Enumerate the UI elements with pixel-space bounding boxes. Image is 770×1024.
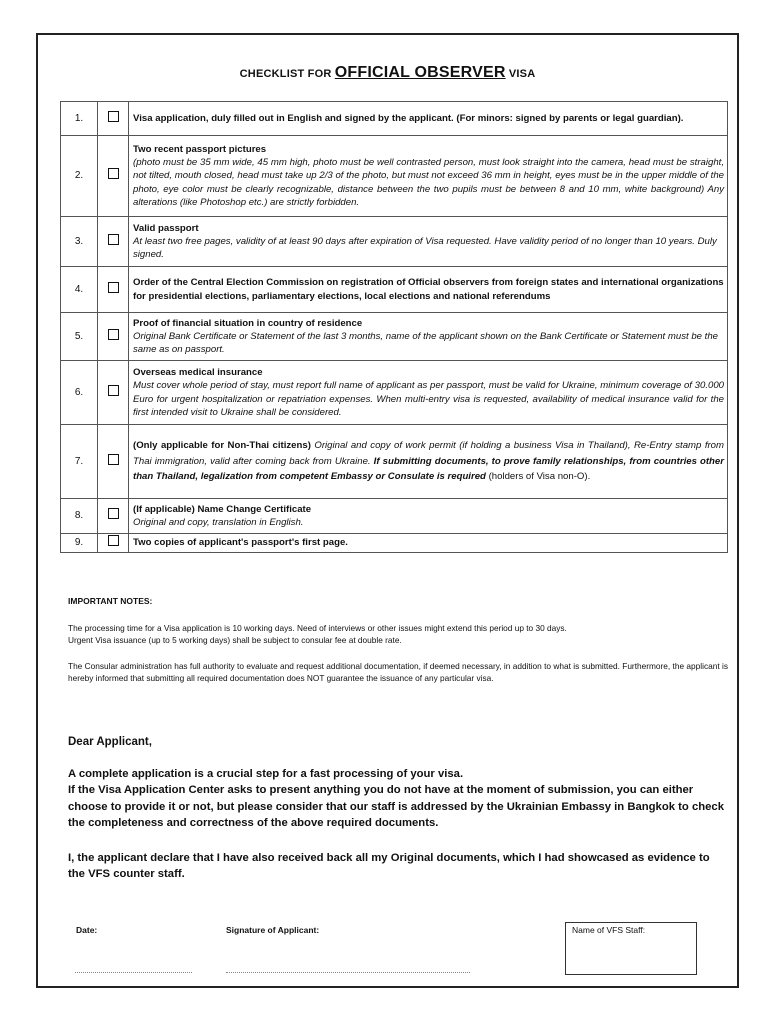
row-detail: Must cover whole period of stay, must report full name of applicant as per passport, must be valid for Ukraine, minimum coverage of 30.000 Euro for urgent hospitalization or repatriation expenses. When multi-entry visa is requested, availability of medical insurance valid for the first intended visit to Ukraine shall be considered. [133, 380, 724, 418]
row-heading: Order of the Central Election Commission on registration of Official observers from foreign states and international organizations for presidential elections, parliamentary elections, local elections and national referendums [129, 267, 728, 313]
signature-label: Signature of Applicant: [226, 925, 320, 935]
row-heading: Proof of financial situation in country of residence [133, 317, 363, 329]
row-detail: Original and copy, translation in English. [133, 517, 304, 528]
row-number: 9. [61, 534, 98, 553]
notes-consular: The Consular administration has full authority to evaluate and request additional documentation, if deemed necessary, in addition to what is submitted. Furthermore, the applicant is hereby informed that submitting all required documentation does NOT guarantee the issuance of any particular visa. [68, 661, 728, 684]
checkbox[interactable] [108, 508, 119, 519]
checkbox[interactable] [108, 454, 119, 465]
notes-heading: IMPORTANT NOTES: [68, 596, 153, 606]
row-heading: Two copies of applicant's passport's first page. [129, 534, 728, 553]
row-number: 6. [61, 361, 98, 425]
title-main: OFFICIAL OBSERVER [334, 64, 506, 81]
row-heading: Visa application, duly filled out in English and signed by the applicant. (For minors: signed by parents or legal guardian). [129, 102, 728, 136]
row-tail: (holders of Visa non-O). [488, 471, 591, 483]
checkbox[interactable] [108, 385, 119, 396]
row-detail: Original and copy of work permit (if holding a business Visa in Thailand), Re-Entry stamp from Thai immigration, valid after coming back from Ukraine. [133, 440, 725, 467]
row-heading: Valid passport [133, 222, 199, 234]
checkbox[interactable] [108, 282, 119, 293]
declaration: I, the applicant declare that I have also received back all my Original documents, which I had showcased as evidence to the VFS counter staff. [68, 852, 710, 881]
checklist-row [61, 267, 728, 313]
row-number: 8. [61, 499, 98, 534]
page-title [36, 64, 739, 82]
checklist-row [61, 102, 728, 136]
title-prefix: CHECKLIST FOR [239, 68, 332, 80]
date-label: Date: [76, 925, 98, 935]
row-number: 3. [61, 217, 98, 267]
letter-line: A complete application is a crucial step for a fast processing of your visa. [68, 768, 464, 780]
notes-line: The processing time for a Visa application is 10 working days. Need of interviews or other issues might extend this period up to 30 days. [68, 623, 567, 633]
row-detail: Original Bank Certificate or Statement of the last 3 months, name of the applicant shown on the Bank Certificate or Statement must be the same as on passport. [133, 330, 718, 356]
row-heading: (If applicable) Name Change Certificate [133, 503, 312, 515]
greeting: Dear Applicant, [68, 736, 152, 748]
checkbox[interactable] [108, 329, 119, 340]
checklist-table [60, 101, 728, 553]
date-field[interactable] [75, 972, 192, 973]
notes-line: Urgent Visa issuance (up to 5 working days) shall be subject to consular fee at double rate. [68, 635, 402, 646]
row-detail: (photo must be 35 mm wide, 45 mm high, photo must be well contrasted person, must look straight into the camera, head must be straight, not tilted, mouth closed, head must take up 2/3 of the photo, but must not exceed 36 mm in height, eyes must be in the upper middle of the photo, eye color must be clearly recognizable, distance between the two pupils must be between 8 and 10 mm, white background) Any alterations (like Photoshop etc.) are strictly forbidden. [133, 157, 724, 208]
checkbox[interactable] [108, 535, 119, 546]
row-number: 1. [61, 102, 98, 136]
checkbox[interactable] [108, 111, 119, 122]
signature-field[interactable] [226, 972, 470, 973]
row-number: 4. [61, 267, 98, 313]
checkbox[interactable] [108, 234, 119, 245]
checklist-row [61, 217, 728, 267]
row-number: 5. [61, 313, 98, 361]
checklist-row [61, 361, 728, 425]
row-detail: At least two free pages, validity of at least 90 days after expiration of Visa requested. Have validity period of no longer than 10 years. Duly signed. [133, 235, 717, 261]
checklist-row [61, 534, 728, 553]
title-suffix: VISA [508, 68, 536, 80]
letter-line: If the Visa Application Center asks to present anything you do not have at the moment of submission, you can either choose to provide it or not, but please consider that our staff is addressed by the Ukrainian Embassy in Bangkok to check the completeness and correctness of the above required documents. [68, 784, 724, 830]
checklist-row [61, 425, 728, 499]
row-number: 2. [61, 136, 98, 217]
row-bold-detail: If submitting documents, to prove family relationships, from countries other than Thailand, legalization from competent Embassy or Consulate is required [133, 455, 724, 483]
row-number: 7. [61, 425, 98, 499]
row-heading: (Only applicable for Non-Thai citizens) [133, 440, 311, 452]
checkbox[interactable] [108, 168, 119, 179]
checklist-row [61, 136, 728, 217]
letter-paragraph [68, 766, 728, 832]
notes-processing [68, 622, 728, 646]
staff-label: Name of VFS Staff: [572, 925, 646, 935]
row-heading: Overseas medical insurance [133, 367, 263, 379]
checklist-row [61, 313, 728, 361]
vfs-staff-box[interactable] [565, 922, 697, 975]
row-heading: Two recent passport pictures [133, 143, 267, 155]
checklist-row [61, 499, 728, 534]
